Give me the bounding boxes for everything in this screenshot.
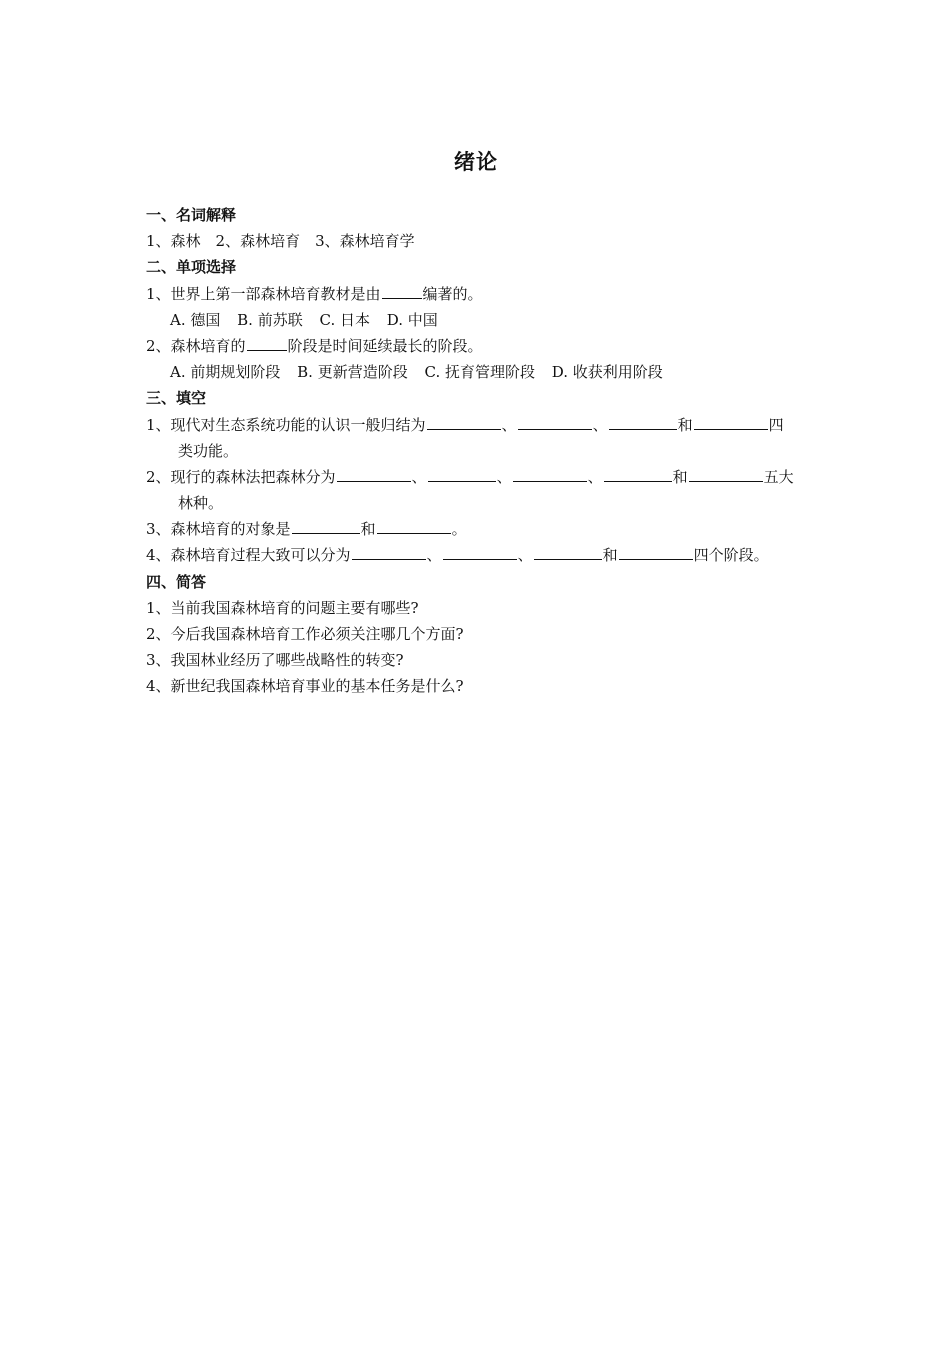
option-d: D. 中国	[386, 310, 438, 329]
option-c: C. 日本	[319, 310, 370, 329]
separator: 、	[517, 546, 533, 565]
section-heading-short-answer: 四、简答	[146, 572, 207, 591]
option-a: A. 德国	[170, 310, 221, 329]
section-heading-terms: 一、名词解释	[146, 206, 237, 224]
separator: 、	[587, 467, 603, 486]
separator: 、	[501, 415, 517, 434]
section-heading-single-choice: 二、单项选择	[146, 258, 237, 277]
separator: 、	[426, 546, 442, 565]
option-a: A. 前期规划阶段	[170, 363, 281, 382]
separator: 、	[592, 415, 608, 434]
question-text: 五大	[763, 467, 794, 486]
short-answer-question-3: 3、我国林业经历了哪些战略性的转变?	[146, 651, 404, 670]
option-d: D. 收获利用阶段	[551, 363, 663, 382]
question-text: 。	[451, 520, 467, 539]
section-heading-fill-blank: 三、填空	[146, 389, 207, 408]
conjunction: 和	[602, 546, 618, 565]
question-text: 2、森林培育的	[146, 336, 246, 355]
fill-question-2	[146, 464, 826, 490]
conjunction: 和	[672, 467, 688, 486]
choice-question-1	[146, 281, 826, 307]
answer-blank	[609, 414, 677, 430]
fill-question-4	[146, 542, 826, 568]
answer-blank	[513, 466, 587, 482]
answer-blank	[428, 466, 496, 482]
answer-blank	[604, 466, 672, 482]
question-text: 1、世界上第一部森林培育教材是由	[146, 284, 381, 303]
short-answer-question-1: 1、当前我国森林培育的问题主要有哪些?	[146, 598, 419, 617]
separator: 、	[496, 467, 512, 486]
answer-blank	[534, 544, 602, 560]
choice-question-2	[146, 333, 826, 359]
conjunction: 和	[677, 415, 693, 434]
answer-blank	[694, 414, 768, 430]
fill-question-3	[146, 516, 826, 542]
question-text: 四个阶段。	[693, 546, 769, 565]
answer-blank	[337, 466, 411, 482]
terms-list: 1、森林 2、森林培育 3、森林培育学	[146, 232, 415, 251]
answer-blank	[247, 335, 287, 351]
answer-blank	[352, 544, 426, 560]
fill-question-2-continued: 林种。	[178, 494, 224, 513]
option-c: C. 抚育管理阶段	[424, 363, 535, 382]
fill-question-1-continued: 类功能。	[178, 441, 239, 460]
short-answer-question-4: 4、新世纪我国森林培育事业的基本任务是什么?	[146, 677, 464, 696]
choice-options-2	[146, 359, 826, 385]
document-body	[146, 202, 826, 700]
question-text: 四	[768, 415, 784, 434]
answer-blank	[292, 518, 360, 534]
question-text: 2、现行的森林法把森林分为	[146, 467, 336, 486]
answer-blank	[619, 544, 693, 560]
question-text: 4、森林培育过程大致可以分为	[146, 546, 351, 565]
answer-blank	[377, 518, 451, 534]
answer-blank	[689, 466, 763, 482]
fill-question-1	[146, 412, 826, 438]
option-b: B. 前苏联	[237, 310, 303, 329]
question-text: 阶段是时间延续最长的阶段。	[287, 336, 483, 355]
question-text: 1、现代对生态系统功能的认识一般归结为	[146, 415, 426, 434]
answer-blank	[382, 283, 422, 299]
page-title: 绪论	[454, 150, 498, 174]
separator: 、	[411, 467, 427, 486]
answer-blank	[518, 414, 592, 430]
answer-blank	[427, 414, 501, 430]
option-b: B. 更新营造阶段	[297, 363, 408, 382]
choice-options-1	[146, 307, 826, 333]
question-text: 编著的。	[422, 284, 483, 303]
answer-blank	[443, 544, 517, 560]
conjunction: 和	[360, 520, 376, 539]
short-answer-question-2: 2、今后我国森林培育工作必须关注哪几个方面?	[146, 625, 464, 643]
question-text: 3、森林培育的对象是	[146, 520, 291, 539]
